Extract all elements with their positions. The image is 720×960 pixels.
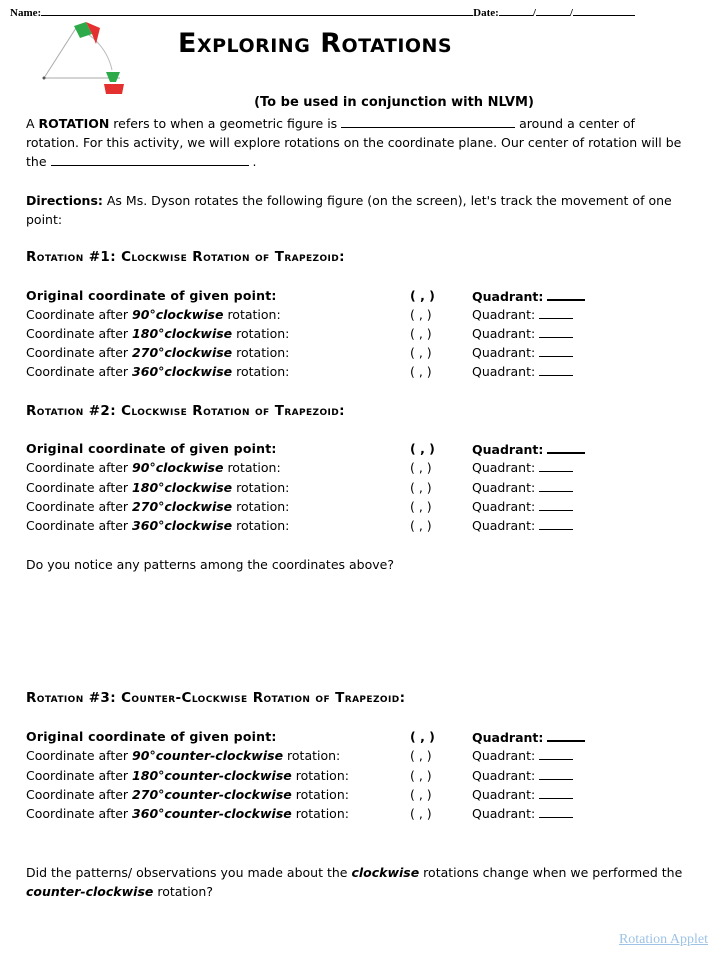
quadrant-label: Quadrant: <box>472 787 536 802</box>
quadrant-blank[interactable] <box>539 460 573 472</box>
quadrant-blank[interactable] <box>539 748 573 760</box>
quadrant-blank[interactable] <box>539 768 573 780</box>
quadrant-blank[interactable] <box>539 787 573 799</box>
row-suffix: rotation: <box>283 748 341 763</box>
quadrant-field <box>472 307 573 322</box>
row-direction: clockwise <box>164 518 233 533</box>
rotation-logo-image <box>36 20 136 98</box>
row-label <box>26 748 340 763</box>
directions-text: As Ms. Dyson rotates the following figure (on the screen), let's track the movement of one point: <box>26 193 672 227</box>
quadrant-label: Quadrant: <box>472 307 536 322</box>
row-direction: clockwise <box>164 364 233 379</box>
quadrant-label: Quadrant: <box>472 518 536 533</box>
rotation-1-heading: Rotation #1: Clockwise Rotation of Trapezoid: <box>26 249 345 265</box>
coordinate-blank[interactable]: ( , ) <box>410 787 432 802</box>
row-direction: counter-clockwise <box>164 768 292 783</box>
quadrant-field <box>472 499 573 514</box>
rotation-2-row <box>26 460 706 479</box>
coordinate-blank[interactable]: ( , ) <box>410 806 432 821</box>
row-direction: counter-clockwise <box>164 806 292 821</box>
rotation-1-row <box>26 307 706 326</box>
rotation-3-row <box>26 806 706 825</box>
rotation-1-original-row <box>26 288 706 307</box>
quadrant-label: Quadrant: <box>472 442 544 457</box>
name-label: Name: <box>10 7 42 19</box>
quadrant-blank[interactable] <box>539 307 573 319</box>
row-direction: clockwise <box>155 307 224 322</box>
row-suffix: rotation: <box>232 499 290 514</box>
quadrant-field <box>472 288 585 304</box>
intro-text: refers to when a geometric figure is <box>109 116 342 131</box>
row-suffix: rotation: <box>291 787 349 802</box>
quadrant-label: Quadrant: <box>472 364 536 379</box>
row-prefix: Coordinate after <box>26 307 133 322</box>
rotation-2-heading: Rotation #2: Clockwise Rotation of Trapezoid: <box>26 403 345 419</box>
row-degrees: 270° <box>132 787 165 802</box>
row-prefix: Coordinate after <box>26 748 133 763</box>
row-direction: clockwise <box>164 345 233 360</box>
coordinate-blank[interactable]: ( , ) <box>410 345 432 360</box>
original-label: Original coordinate of given point: <box>26 441 277 456</box>
rotation-2-row <box>26 499 706 518</box>
quadrant-blank[interactable] <box>539 480 573 492</box>
quadrant-label: Quadrant: <box>472 480 536 495</box>
quadrant-field <box>472 460 573 475</box>
row-prefix: Coordinate after <box>26 787 133 802</box>
row-suffix: rotation: <box>232 345 290 360</box>
row-label <box>26 768 349 783</box>
row-degrees: 180° <box>132 480 165 495</box>
directions-paragraph <box>26 191 691 229</box>
quadrant-label: Quadrant: <box>472 768 536 783</box>
rotation-2-row <box>26 518 706 537</box>
row-prefix: Coordinate after <box>26 460 133 475</box>
quadrant-blank[interactable] <box>539 518 573 530</box>
quadrant-blank[interactable] <box>539 345 573 357</box>
coordinate-blank[interactable]: ( , ) <box>410 460 432 475</box>
coordinate-blank[interactable]: ( , ) <box>410 499 432 514</box>
row-prefix: Coordinate after <box>26 518 133 533</box>
original-label: Original coordinate of given point: <box>26 729 277 744</box>
quadrant-blank[interactable] <box>547 729 585 742</box>
quadrant-label: Quadrant: <box>472 345 536 360</box>
quadrant-field <box>472 806 573 821</box>
quadrant-field <box>472 748 573 763</box>
rotation-3-row <box>26 748 706 767</box>
final-question-emph: clockwise <box>351 865 420 880</box>
row-suffix: rotation: <box>291 768 349 783</box>
row-suffix: rotation: <box>223 460 281 475</box>
quadrant-field <box>472 364 573 379</box>
row-degrees: 180° <box>132 326 165 341</box>
row-label <box>26 326 289 341</box>
final-question-text: rotation? <box>153 884 213 899</box>
coordinate-blank[interactable]: ( , ) <box>410 307 432 322</box>
intro-rotation-term: ROTATION <box>38 116 110 131</box>
row-direction: clockwise <box>155 460 224 475</box>
rotation-definition-blank[interactable] <box>341 115 515 128</box>
quadrant-field <box>472 326 573 341</box>
quadrant-field <box>472 518 573 533</box>
row-direction: counter-clockwise <box>164 787 292 802</box>
rotation-3-row <box>26 787 706 806</box>
row-label <box>26 345 289 360</box>
row-degrees: 360° <box>132 364 165 379</box>
quadrant-label: Quadrant: <box>472 730 544 745</box>
rotation-3-row <box>26 768 706 787</box>
quadrant-field <box>472 768 573 783</box>
row-prefix: Coordinate after <box>26 806 133 821</box>
row-suffix: rotation: <box>232 326 290 341</box>
row-suffix: rotation: <box>232 518 290 533</box>
subtitle-text: (To be used in conjunction with NLVM) <box>254 95 534 110</box>
coordinate-blank[interactable]: ( , ) <box>410 441 435 456</box>
row-degrees: 180° <box>132 768 165 783</box>
rotation-3-heading: Rotation #3: Counter-Clockwise Rotation of Trapezoid: <box>26 690 406 706</box>
row-degrees: 90° <box>132 748 156 763</box>
quadrant-field <box>472 441 585 457</box>
date-day-blank[interactable] <box>536 6 570 16</box>
rotation-3-original-row <box>26 729 706 748</box>
coordinate-blank[interactable]: ( , ) <box>410 748 432 763</box>
row-degrees: 90° <box>132 460 156 475</box>
final-question-text: rotations change when we performed the <box>419 865 683 880</box>
quadrant-label: Quadrant: <box>472 460 536 475</box>
row-label <box>26 806 349 821</box>
rotation-1-row <box>26 326 706 345</box>
quadrant-blank[interactable] <box>539 364 573 376</box>
row-prefix: Coordinate after <box>26 345 133 360</box>
quadrant-blank[interactable] <box>539 326 573 338</box>
row-degrees: 270° <box>132 345 165 360</box>
row-prefix: Coordinate after <box>26 480 133 495</box>
rotation-2-row <box>26 480 706 499</box>
coordinate-blank[interactable]: ( , ) <box>410 364 432 379</box>
quadrant-field <box>472 345 573 360</box>
rotation-applet-link[interactable]: Rotation Applet <box>618 932 708 947</box>
intro-paragraph <box>26 114 691 171</box>
quadrant-label: Quadrant: <box>472 289 544 304</box>
row-direction: clockwise <box>164 499 233 514</box>
final-question-text: Did the patterns/ observations you made about the <box>26 865 352 880</box>
date-year-blank[interactable] <box>573 6 635 16</box>
row-label <box>26 518 289 533</box>
quadrant-field <box>472 787 573 802</box>
row-label <box>26 480 289 495</box>
row-suffix: rotation: <box>223 307 281 322</box>
original-label: Original coordinate of given point: <box>26 288 277 303</box>
name-blank[interactable] <box>41 6 473 16</box>
rotation-2-original-row <box>26 441 706 460</box>
quadrant-field <box>472 729 585 745</box>
row-degrees: 90° <box>132 307 156 322</box>
page-title: Exploring Rotations <box>178 28 453 59</box>
row-degrees: 270° <box>132 499 165 514</box>
row-direction: clockwise <box>164 480 233 495</box>
quadrant-blank[interactable] <box>547 288 585 301</box>
date-slash: / <box>532 7 536 19</box>
coordinate-blank[interactable]: ( , ) <box>410 326 432 341</box>
quadrant-label: Quadrant: <box>472 326 536 341</box>
row-label <box>26 787 349 802</box>
coordinate-blank[interactable]: ( , ) <box>410 518 432 533</box>
intro-text: . <box>248 154 257 169</box>
quadrant-label: Quadrant: <box>472 748 536 763</box>
date-slash: / <box>569 7 573 19</box>
coordinate-blank[interactable]: ( , ) <box>410 480 432 495</box>
quadrant-field <box>472 480 573 495</box>
row-direction: clockwise <box>164 326 233 341</box>
quadrant-blank[interactable] <box>547 441 585 454</box>
coordinate-blank[interactable]: ( , ) <box>410 768 432 783</box>
rotation-1-row <box>26 345 706 364</box>
row-label <box>26 460 281 475</box>
row-label <box>26 364 289 379</box>
subtitle <box>0 95 720 110</box>
intro-text: A <box>26 116 39 131</box>
name-date-line <box>10 6 635 19</box>
row-prefix: Coordinate after <box>26 326 133 341</box>
row-label <box>26 499 289 514</box>
final-question <box>26 863 691 901</box>
row-suffix: rotation: <box>232 480 290 495</box>
date-label: Date: <box>473 7 499 19</box>
coordinate-blank[interactable]: ( , ) <box>410 288 435 303</box>
center-of-rotation-blank[interactable] <box>51 153 249 166</box>
rotation-1-row <box>26 364 706 383</box>
row-prefix: Coordinate after <box>26 364 133 379</box>
final-question-emph: counter-clockwise <box>26 884 154 899</box>
row-prefix: Coordinate after <box>26 499 133 514</box>
quadrant-label: Quadrant: <box>472 806 536 821</box>
row-suffix: rotation: <box>232 364 290 379</box>
row-label <box>26 307 281 322</box>
directions-label: Directions: <box>26 193 103 208</box>
patterns-question: Do you notice any patterns among the coordinates above? <box>26 557 394 572</box>
quadrant-blank[interactable] <box>539 806 573 818</box>
quadrant-label: Quadrant: <box>472 499 536 514</box>
row-degrees: 360° <box>132 518 165 533</box>
row-degrees: 360° <box>132 806 165 821</box>
row-suffix: rotation: <box>291 806 349 821</box>
intro-text: around a center of rotation. For this activity, we will explore rotations on the coordinate plane. Our center of rotation will be the <box>26 116 682 169</box>
row-direction: counter-clockwise <box>155 748 284 763</box>
row-prefix: Coordinate after <box>26 768 133 783</box>
quadrant-blank[interactable] <box>539 499 573 511</box>
date-month-blank[interactable] <box>499 6 533 16</box>
coordinate-blank[interactable]: ( , ) <box>410 729 435 744</box>
